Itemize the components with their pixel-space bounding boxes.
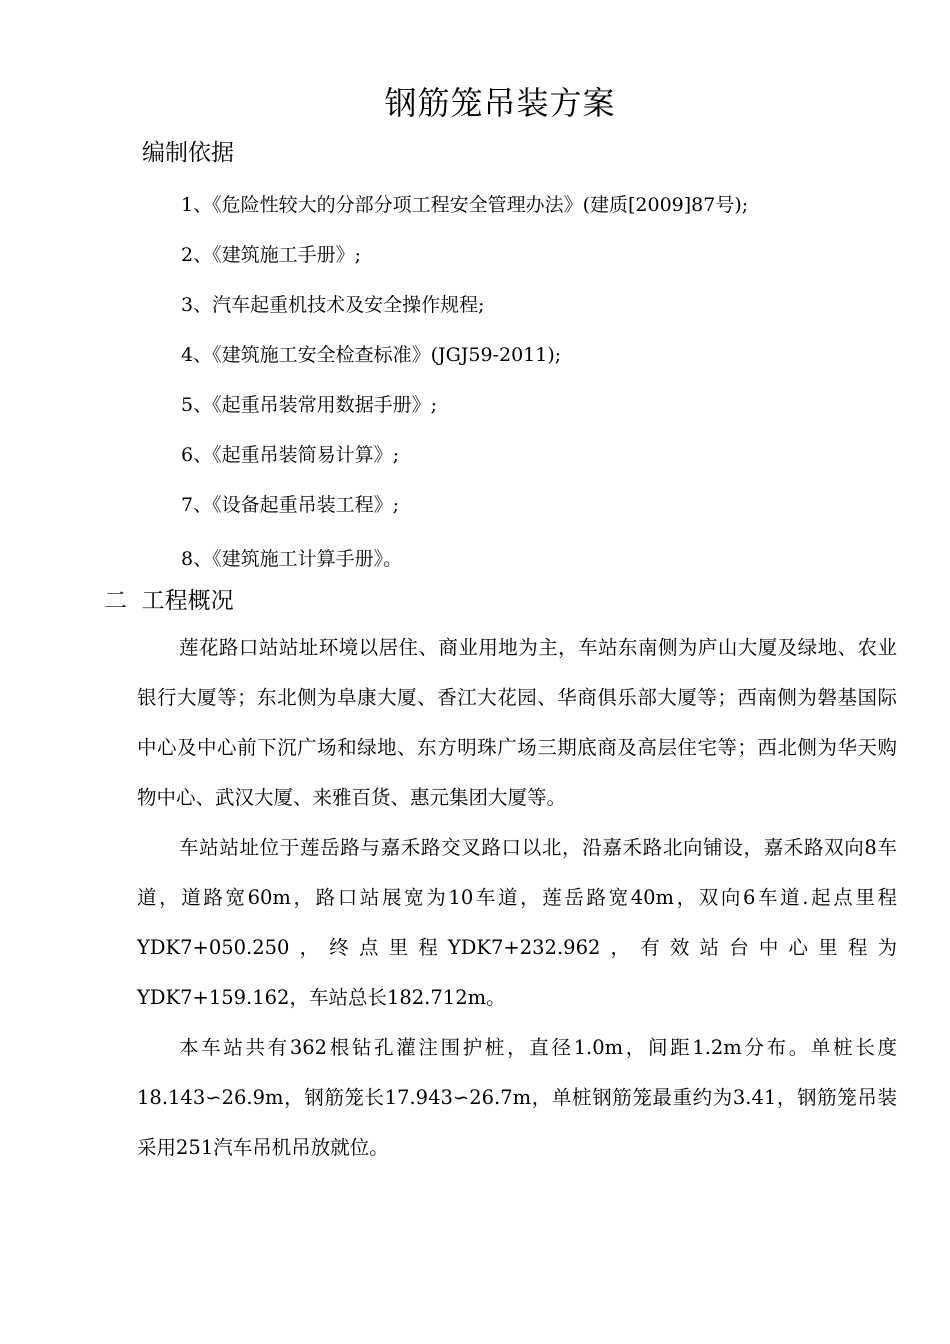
reference-item-1: 1、《危险性较大的分部分项工程安全管理办法》(建质[2009]87号); bbox=[181, 194, 749, 216]
overview-paragraph-2: 车站站址位于莲岳路与嘉禾路交叉路口以北，沿嘉禾路北向铺设，嘉禾路双向8车道，道路宽60m，路口站展宽为10车道，莲岳路宽40m，双向6车道.起点里程YDK7+050.250，终点里程YDK7+232.962，有效站台中心里程为YDK7+159.162，车站总长182.712m。 bbox=[137, 836, 897, 1009]
reference-item-5: 5、《起重吊装常用数据手册》; bbox=[181, 394, 437, 416]
overview-paragraph-1: 莲花路口站站址环境以居住、商业用地为主，车站东南侧为庐山大厦及绿地、农业银行大厦等；东北侧为阜康大厦、香江大花园、华商俱乐部大厦等；西南侧为磐基国际中心及中心前下沉广场和绿地、东方明珠广场三期底商及高层住宅等；西北侧为华天购物中心、武汉大厦、来雅百货、惠元集团大厦等。 bbox=[137, 636, 897, 809]
document-title: 钢筋笼吊装方案 bbox=[384, 84, 616, 122]
section-heading-overview: 二 工程概况 bbox=[104, 588, 234, 614]
overview-paragraph-3: 本车站共有362根钻孔灌注围护桩，直径1.0m，间距1.2m分布。单桩长度18.143∽26.9m，钢筋笼长17.943∽26.7m，单桩钢筋笼最重约为3.41，钢筋笼吊装采用251汽车吊机吊放就位。 bbox=[137, 1036, 897, 1159]
reference-item-6: 6、《起重吊装简易计算》; bbox=[181, 444, 399, 466]
reference-item-4: 4、《建筑施工安全检查标准》(JGJ59-2011); bbox=[181, 344, 562, 366]
reference-item-3: 3、汽车起重机技术及安全操作规程; bbox=[181, 294, 485, 316]
section-heading-basis: 编制依据 bbox=[142, 140, 234, 166]
reference-item-7: 7、《设备起重吊装工程》; bbox=[181, 494, 399, 516]
reference-item-8: 8、《建筑施工计算手册》。 bbox=[181, 548, 403, 570]
reference-item-2: 2、《建筑施工手册》; bbox=[181, 244, 361, 266]
